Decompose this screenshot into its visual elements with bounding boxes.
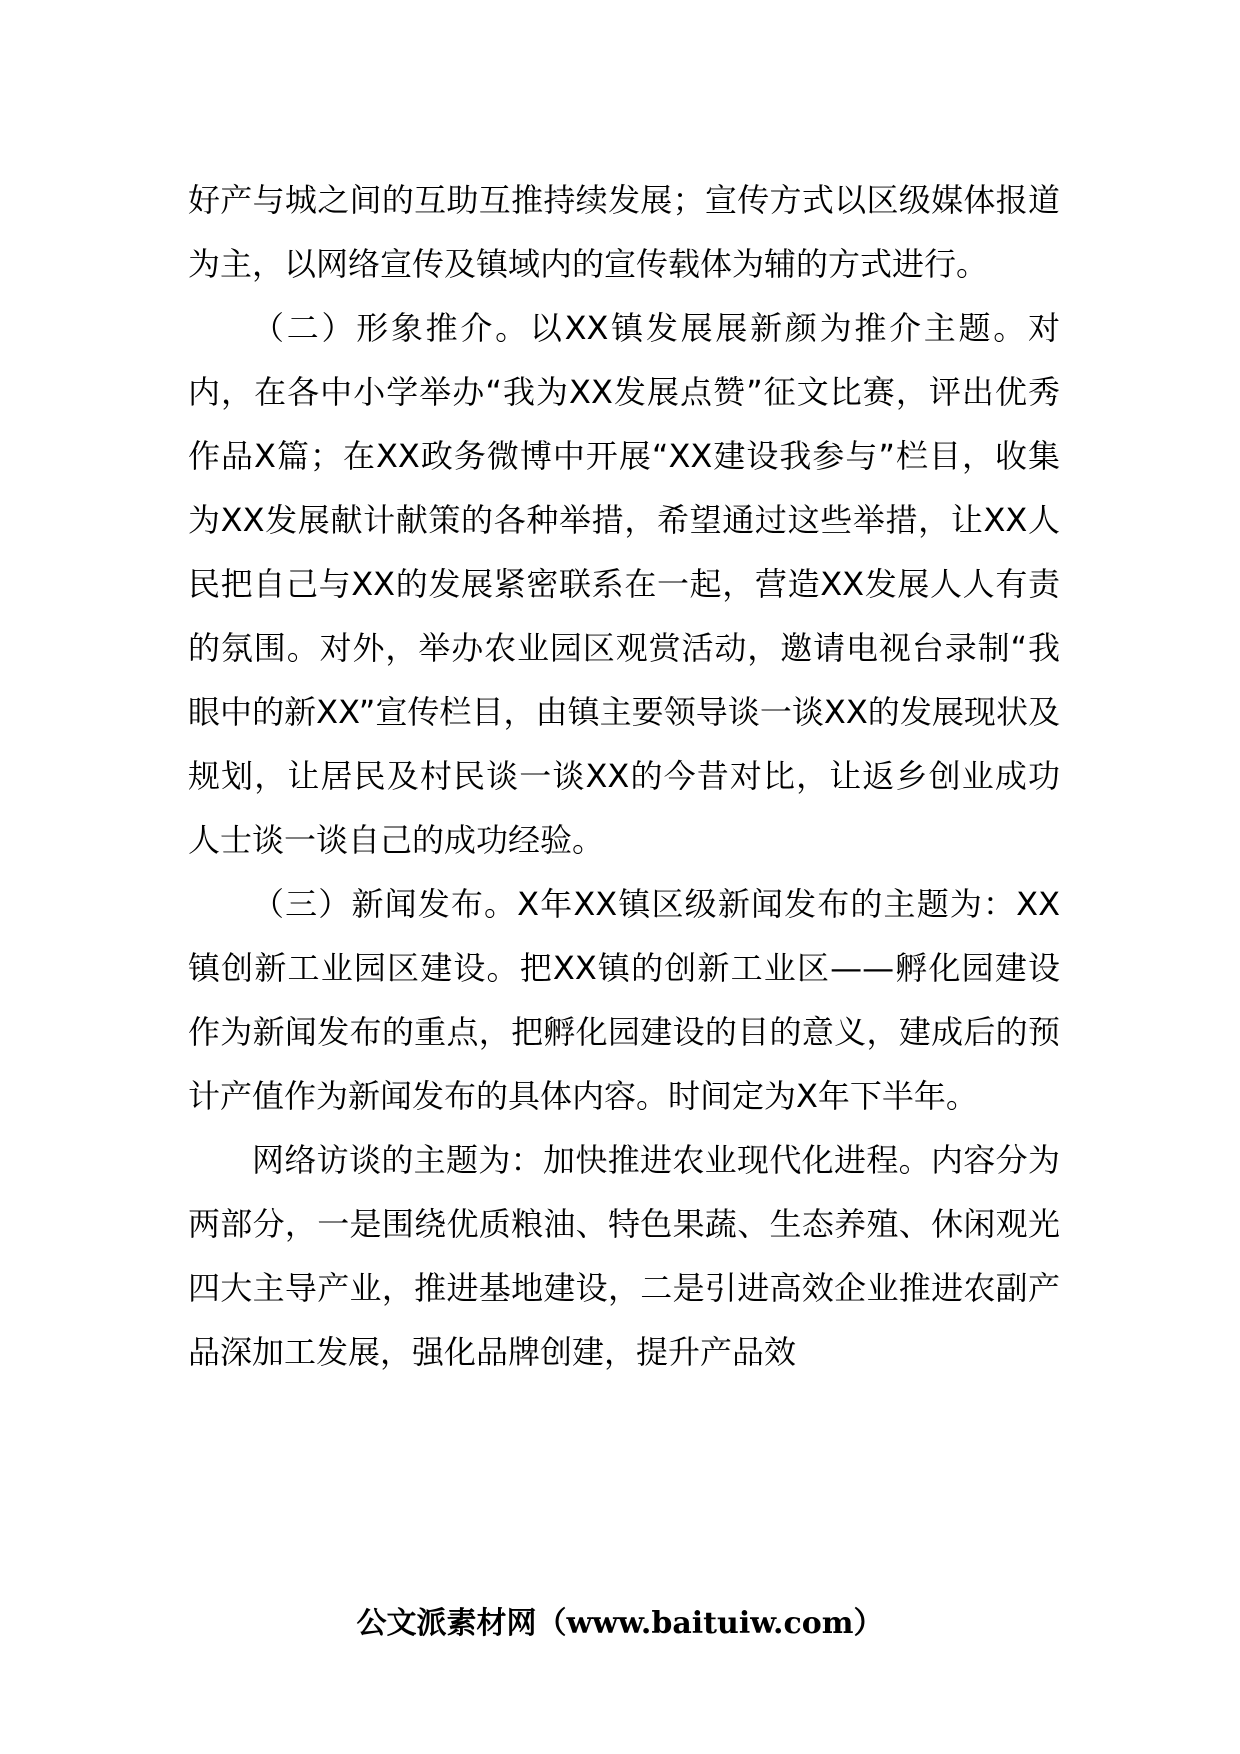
document-body [188, 168, 1060, 1384]
page-footer-watermark: 公文派素材网（www.baituiw.com） [356, 1606, 884, 1641]
paragraph-news-release: （三）新闻发布。X年XX镇区级新闻发布的主题为：XX镇创新工业园区建设。把XX镇的创新工业区——孵化园建设作为新闻发布的重点，把孵化园建设的目的意义，建成后的预计产值作为新闻发布的具体内容。时间定为X年下半年。 [188, 885, 1060, 1115]
paragraph-image-promotion: （二）形象推介。以XX镇发展展新颜为推介主题。对内，在各中小学举办“我为XX发展点赞”征文比赛，评出优秀作品X篇；在XX政务微博中开展“XX建设我参与”栏目，收集为XX发展献计献策的各种举措，希望通过这些举措，让XX人民把自己与XX的发展紧密联系在一起，营造XX发展人人有责的氛围。对外，举办农业园区观赏活动，邀请电视台录制“我眼中的新XX”宣传栏目，由镇主要领导谈一谈XX的发展现状及规划，让居民及村民谈一谈XX的今昔对比，让返乡创业成功人士谈一谈自己的成功经验。 [188, 309, 1060, 859]
paragraph-online-interview: 网络访谈的主题为：加快推进农业现代化进程。内容分为两部分，一是围绕优质粮油、特色果蔬、生态养殖、休闲观光四大主导产业，推进基地建设，二是引进高效企业推进农副产品深加工发展，强化品牌创建，提升产品效 [188, 1141, 1060, 1371]
paragraph-continuation: 好产与城之间的互助互推持续发展；宣传方式以区级媒体报道为主，以网络宣传及镇域内的宣传载体为辅的方式进行。 [188, 181, 1060, 283]
